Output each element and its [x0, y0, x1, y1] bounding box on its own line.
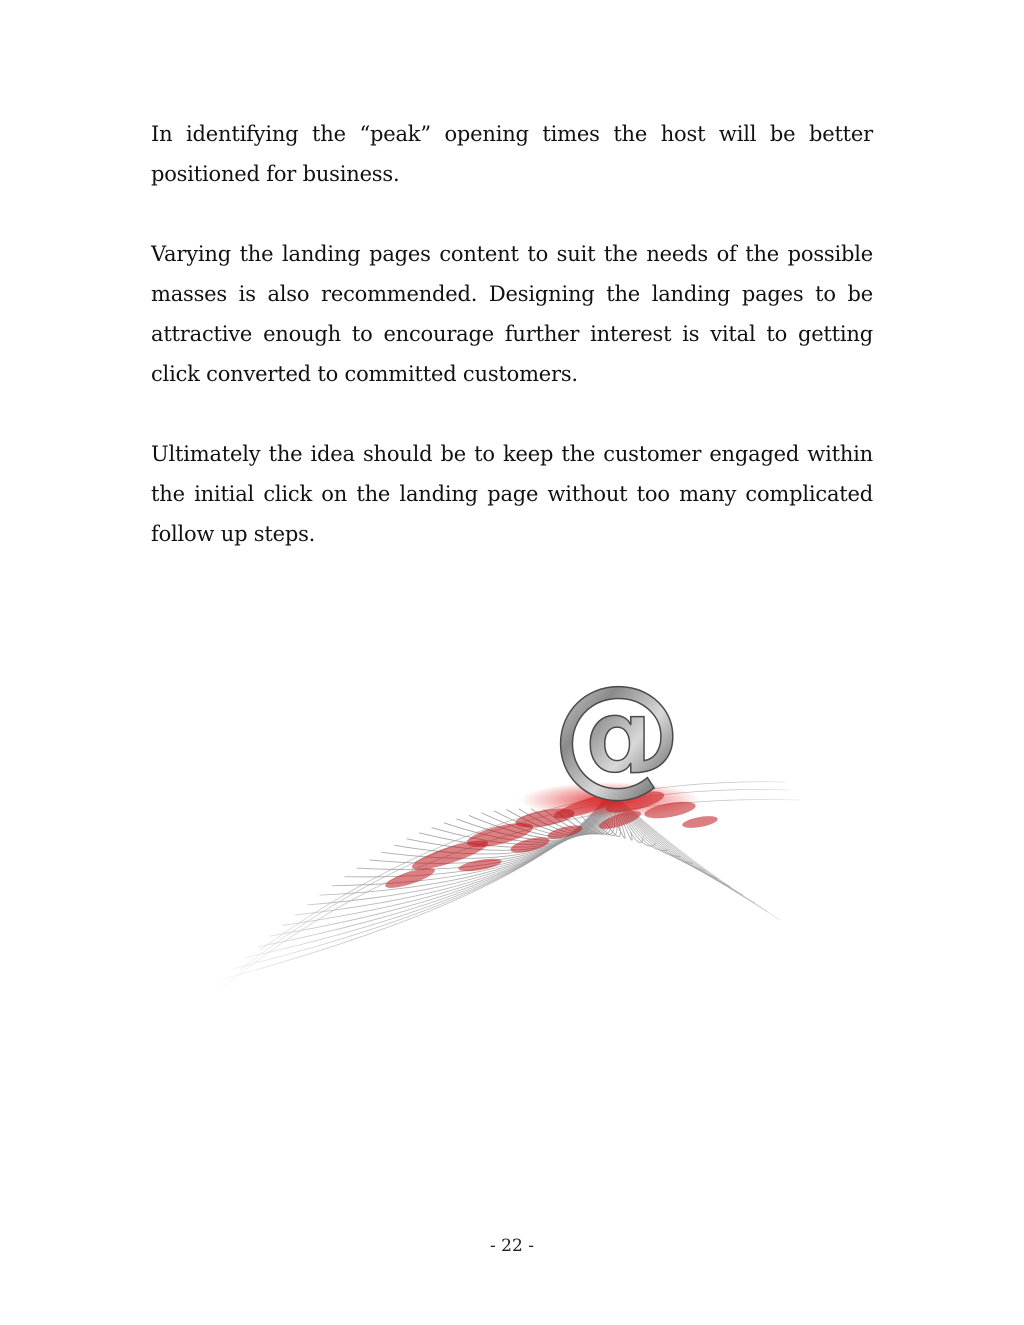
- body-text: [151, 114, 873, 594]
- paragraph-landing-pages: Varying the landing pages content to suit the needs of the possible masses is also recommended. Designing the landing pages to be attractive enough to encourage further interest is vital to getting click converted to committed customers.: [151, 242, 873, 386]
- page-number: - 22 -: [490, 1236, 534, 1256]
- paragraph-customer-engagement: Ultimately the idea should be to keep the customer engaged within the initial click on the landing page without too many complicated follow up steps.: [151, 442, 873, 546]
- at-sign-globe-illustration: [200, 650, 820, 1010]
- edge-fade: [200, 650, 820, 1010]
- at-sign-globe-icon: [200, 650, 820, 1010]
- paragraph-peak-times: In identifying the “peak” opening times the host will be better positioned for business.: [151, 122, 873, 186]
